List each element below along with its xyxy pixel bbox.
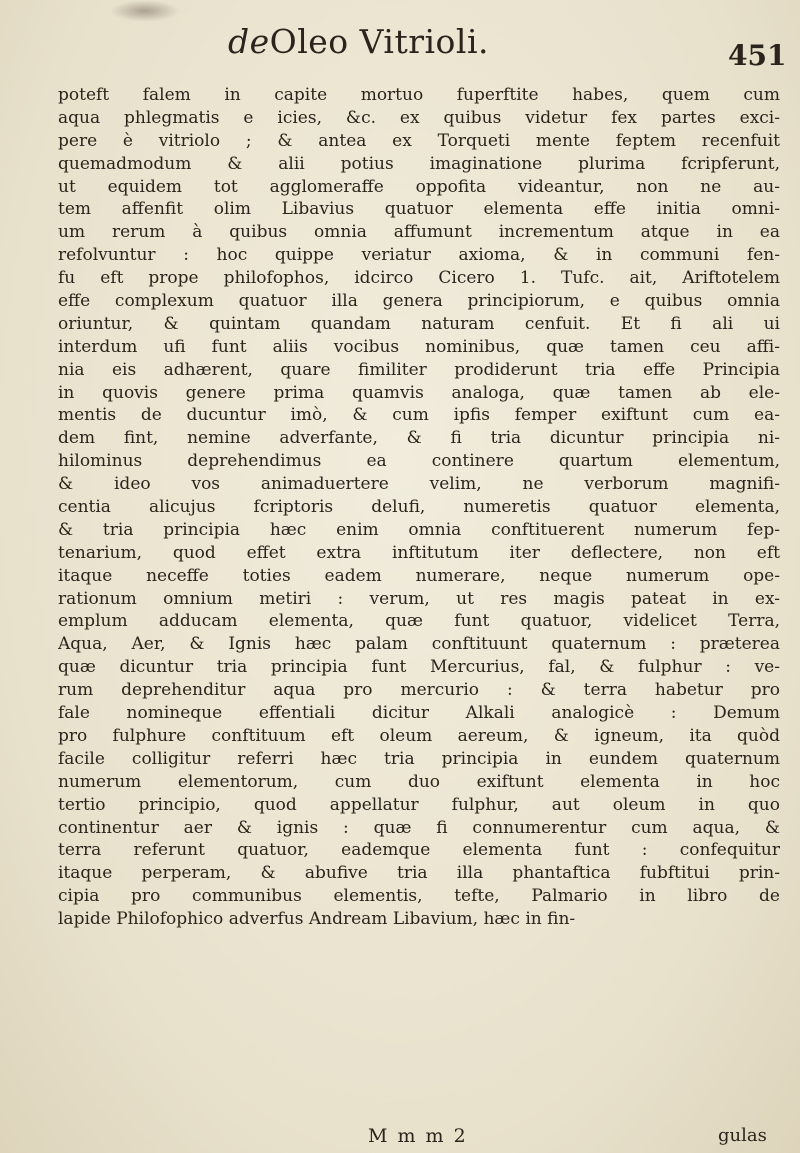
text-line: fale nomineque effentiali dicitur Alkali analogicè : Demum [58, 703, 780, 724]
text-line: tenarium, quod effet extra inftitutum iter deflectere, non eft [58, 542, 780, 563]
text-line: lapide Philofophico adverfus Andream Libavium, hæc in fin- [58, 909, 576, 930]
text-line: refolvuntur : hoc quippe veriatur axioma, & in communi fen- [58, 245, 780, 266]
text-line: effe complexum quatuor illa genera principiorum, e quibus omnia [58, 291, 780, 312]
running-title [228, 22, 489, 62]
page-number: 451 [728, 39, 787, 72]
text-line: itaque neceffe toties eadem numerare, neque numerum ope- [58, 565, 780, 586]
text-line: in quovis genere prima quamvis analoga, quæ tamen ab ele- [58, 382, 780, 403]
text-line: hilominus deprehendimus ea continere quartum elementum, [58, 451, 780, 472]
text-line: & ideo vos animaduertere velim, ne verborum magnifi- [58, 474, 780, 495]
text-line: tertio principio, quod appellatur fulphur, aut oleum in quo [58, 794, 780, 815]
text-line: poteft falem in capite mortuo fuperftite habes, quem cum [58, 85, 780, 105]
text-line: quæ dicuntur tria principia funt Mercurius, fal, & fulphur : ve- [58, 657, 780, 678]
text-line: & tria principia hæc enim omnia conftituerent numerum fep- [58, 519, 780, 540]
text-line: nia eis adhærent, quare fimiliter prodiderunt tria effe Principia [58, 359, 780, 380]
text-line: terra referunt quatuor, eademque elementa funt : confequitur [58, 840, 780, 861]
text-line: continentur aer & ignis : quæ fi connumerentur cum aqua, & [58, 817, 780, 838]
text-line: mentis de ducuntur imò, & cum ipfis femper exiftunt cum ea- [58, 405, 780, 426]
text-line: emplum adducam elementa, quæ funt quatuor, videlicet Terra, [58, 611, 780, 632]
page-footer [0, 1124, 800, 1150]
body-text [58, 84, 780, 931]
text-line: quemadmodum & alii potius imaginatione plurima fcripferunt, [58, 153, 780, 174]
text-line: itaque perperam, & abufive tria illa phantaftica fubftitui prin- [58, 863, 780, 884]
text-line: numerum elementorum, cum duo exiftunt elementa in hoc [58, 771, 780, 792]
text-line: rationum omnium metiri : verum, ut res magis pateat in ex- [58, 588, 780, 609]
text-line: fu eft prope philofophos, idcirco Cicero 1. Tufc. ait, Ariftotelem [58, 268, 780, 289]
text-line: aqua phlegmatis e icies, &c. ex quibus videtur fex partes exci- [58, 107, 780, 128]
text-line: Aqua, Aer, & Ignis hæc palam conftituunt quaternum : præterea [58, 634, 780, 655]
text-line: dem fint, nemine adverfante, & fi tria dicuntur principia ni- [58, 428, 780, 449]
text-line: interdum ufi funt aliis vocibus nominibus, quæ tamen ceu affi- [58, 336, 780, 357]
catchword: gulas [718, 1125, 767, 1146]
text-line: rum deprehenditur aqua pro mercurio : & terra habetur pro [58, 680, 780, 701]
text-line: pro fulphure conftituum eft oleum aereum, & igneum, ita quòd [58, 725, 780, 746]
text-line: facile colligitur referri hæc tria principia in eundem quaternum [58, 748, 780, 769]
running-title-prefix: de [228, 22, 270, 61]
signature-mark: M m m 2 [368, 1125, 468, 1147]
text-line: tem affenfit olim Libavius quatuor elementa effe initia omni- [58, 199, 780, 220]
text-line: um rerum à quibus omnia affumunt incrementum atque in ea [58, 222, 780, 243]
text-line: centia alicujus fcriptoris delufi, numeretis quatuor elementa, [58, 497, 780, 518]
text-line: cipia pro communibus elementis, tefte, Palmario in libro de [58, 886, 780, 907]
text-line: ut equidem tot agglomeraffe oppofita videantur, non ne au- [58, 176, 780, 197]
text-line: oriuntur, & quintam quandam naturam cenfuit. Et fi ali ui [58, 313, 780, 334]
page-header [0, 14, 800, 74]
text-line: pere è vitriolo ; & antea ex Torqueti mente feptem recenfuit [58, 130, 780, 151]
running-title-main: Oleo Vitrioli. [269, 22, 490, 61]
